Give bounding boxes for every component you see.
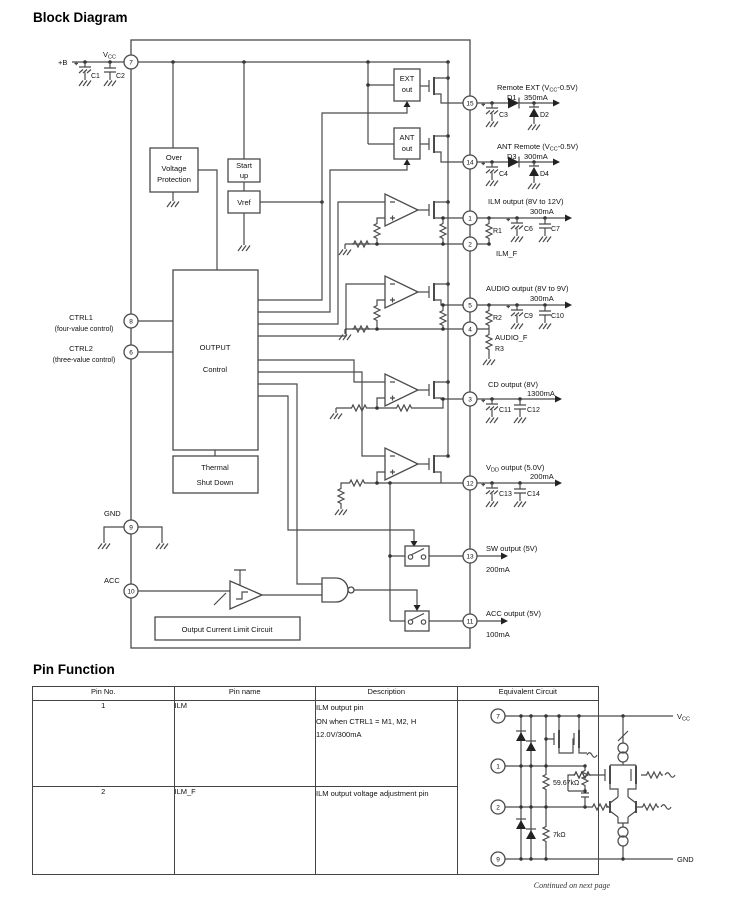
- vref-label: Vref: [237, 198, 251, 207]
- remote-ext-title: Remote EXT (VCC-0.5V): [497, 83, 578, 94]
- ant-remote-title: ANT Remote (VCC-0.5V): [497, 142, 579, 153]
- output-control-line2: Control: [202, 365, 228, 374]
- output-sw: [463, 544, 538, 574]
- description-line: ILM output voltage adjustment pin: [316, 789, 429, 799]
- svg-text:1: 1: [468, 215, 472, 223]
- current-source-icon: [618, 827, 628, 846]
- d2-label: D2: [540, 112, 549, 119]
- block-output-current-limit: [155, 617, 300, 640]
- description-cell: [316, 787, 458, 875]
- svg-text:7: 7: [129, 59, 133, 67]
- ground-icon: [486, 177, 498, 186]
- r1-label: R1: [493, 228, 502, 235]
- arrow-right-icon: [553, 100, 560, 107]
- pin-no-cell: 1: [33, 701, 175, 787]
- block-start-up: [228, 159, 260, 182]
- block-output-control: [173, 270, 258, 450]
- output-vdd: [463, 463, 562, 507]
- c3-label: C3: [499, 112, 508, 119]
- description-cell: [316, 701, 458, 787]
- thermal-line2: Shut Down: [196, 478, 234, 487]
- ground-icon: [486, 414, 498, 423]
- ground-icon: [486, 498, 498, 507]
- svg-text:7: 7: [495, 713, 500, 721]
- svg-text:13: 13: [466, 553, 474, 561]
- ground-icon: [486, 118, 498, 127]
- svg-text:5: 5: [468, 302, 472, 310]
- svg-text:1: 1: [495, 763, 500, 771]
- ant-out-line2: out: [401, 144, 413, 153]
- cap-c12-icon: [514, 399, 526, 414]
- eq-gnd-label: GND: [676, 855, 694, 864]
- d3-label: D3: [507, 152, 517, 161]
- cap-c13-icon: [482, 483, 499, 498]
- table-header-row: [33, 687, 599, 701]
- diode-d4-icon: [529, 162, 539, 180]
- arrow-right-icon: [555, 396, 562, 403]
- equivalent-circuit: [458, 701, 733, 874]
- c2-label: C2: [116, 73, 125, 80]
- output-acc: [463, 609, 542, 639]
- d1-label: D1: [507, 93, 517, 102]
- table-row: [33, 701, 599, 787]
- output-ilm: [463, 197, 572, 258]
- ovp-line3: Protection: [157, 175, 191, 184]
- vcc-label: VCC: [103, 50, 116, 61]
- diode-d2-icon: [529, 103, 539, 121]
- cap-c4-icon: [482, 162, 499, 177]
- eq-pin-1: [491, 759, 505, 773]
- cap-c3-icon: [482, 103, 499, 118]
- ilm-f-label: ILM_F: [496, 249, 518, 258]
- cap-c6-icon: [507, 218, 524, 233]
- eq-pin-7: [491, 709, 505, 723]
- res-7k-icon: [543, 825, 549, 843]
- c1-label: C1: [91, 73, 100, 80]
- eq-pin-2: [491, 800, 505, 814]
- cap-c10-icon: [539, 305, 551, 320]
- eq-esd-diodes: [516, 731, 536, 839]
- res-r3-icon: [486, 333, 492, 351]
- description-line: ON when CTRL1 = M1, M2, H: [316, 716, 417, 726]
- block-thermal-shutdown: [173, 450, 258, 493]
- header-equivalent-circuit: Equivalent Circuit: [457, 687, 599, 701]
- output-audio: [463, 284, 572, 365]
- acc-output-title: ACC output (5V): [486, 609, 542, 618]
- ant-out-line1: ANT: [399, 133, 415, 142]
- pin-name-cell: ILM_F: [174, 787, 316, 875]
- svg-text:2: 2: [468, 241, 472, 249]
- eq-divider: [581, 764, 589, 808]
- c13-label: C13: [499, 491, 512, 498]
- c4-label: C4: [499, 171, 508, 178]
- r2-label: R2: [493, 315, 502, 322]
- plus-b-label: +B: [58, 58, 68, 67]
- arrow-right-icon: [501, 618, 508, 625]
- c6-label: C6: [524, 226, 533, 233]
- svg-text:10: 10: [127, 588, 135, 596]
- ground-icon: [104, 77, 116, 86]
- c12-label: C12: [527, 407, 540, 414]
- output-remote-ext: [463, 83, 578, 130]
- d4-label: D4: [540, 171, 549, 178]
- sw-output-current: 200mA: [486, 565, 510, 574]
- cap-c14-icon: [514, 483, 526, 498]
- vdd-output-title: VDD output (5.0V): [486, 463, 545, 474]
- res-59k-label: 59.67kΩ: [552, 780, 579, 787]
- oclc-label: Output Current Limit Circuit: [181, 625, 273, 634]
- diode-icon: [526, 741, 536, 751]
- res-59k-icon: [543, 773, 549, 791]
- eq-pin-9: [491, 852, 505, 866]
- pin-function-title: Pin Function: [33, 662, 115, 677]
- ground-icon: [483, 356, 495, 365]
- pin-name-cell: ILM: [174, 701, 316, 787]
- cap-c11-icon: [482, 399, 499, 414]
- c14-label: C14: [527, 491, 540, 498]
- arrow-right-icon: [565, 215, 572, 222]
- ext-out-line1: EXT: [399, 74, 415, 83]
- arrow-right-icon: [501, 553, 508, 560]
- header-pin-no: Pin No.: [33, 687, 175, 701]
- svg-text:2: 2: [495, 804, 500, 812]
- cd-output-title: CD output (8V): [488, 380, 539, 389]
- cap-c7-icon: [539, 218, 551, 233]
- ctrl1-sublabel: (four-value control): [54, 326, 114, 333]
- arrow-right-icon: [555, 480, 562, 487]
- remote-ext-current: 350mA: [524, 93, 548, 102]
- sw-output-title: SW output (5V): [486, 544, 538, 553]
- ground-icon: [528, 121, 540, 130]
- c9-label: C9: [524, 313, 533, 320]
- svg-text:12: 12: [466, 480, 474, 488]
- current-source-icon: [618, 743, 628, 762]
- header-pin-name: Pin name: [174, 687, 316, 701]
- ctrl1-label: CTRL1: [69, 313, 93, 322]
- pin-no-cell: 2: [33, 787, 175, 875]
- arrow-right-icon: [553, 159, 560, 166]
- acc-output-current: 100mA: [486, 630, 510, 639]
- eq-vcc-label: $V_{CC}$: [676, 712, 690, 723]
- cd-output-current: 1300mA: [527, 389, 555, 398]
- ant-remote-current: 300mA: [524, 152, 548, 161]
- svg-text:6: 6: [129, 349, 133, 357]
- equivalent-circuit-cell: [457, 701, 694, 875]
- continuation-squiggle-icon: [587, 753, 597, 758]
- diode-icon: [526, 829, 536, 839]
- cap-c2-icon: [104, 62, 116, 77]
- svg-text:15: 15: [466, 100, 474, 108]
- ovp-line1: Over: [165, 153, 183, 162]
- ground-icon: [98, 540, 110, 549]
- ilm-output-title: ILM output (8V to 12V): [488, 197, 564, 206]
- output-cd: [463, 380, 562, 423]
- ground-icon: [539, 320, 551, 329]
- thermal-line1: Thermal: [201, 463, 229, 472]
- continued-note: Continued on next page: [533, 881, 610, 890]
- output-control-line1: OUTPUT: [199, 343, 231, 352]
- pin-function-table: [32, 686, 694, 875]
- eq-mirror-fets: [544, 714, 597, 757]
- c10-label: C10: [551, 313, 564, 320]
- ground-icon: [539, 233, 551, 242]
- r3-label: R3: [495, 346, 504, 353]
- audio-output-title: AUDIO output (8V to 9V): [486, 284, 569, 293]
- audio-output-current: 300mA: [530, 294, 554, 303]
- audio-f-label: AUDIO_F: [495, 333, 528, 342]
- diode-icon: [516, 819, 526, 829]
- cap-c1-icon: [75, 62, 92, 77]
- ground-icon: [79, 77, 91, 86]
- ilm-output-current: 300mA: [530, 207, 554, 216]
- startup-line1: Start: [236, 161, 252, 170]
- res-r2-icon: [486, 309, 492, 327]
- svg-text:4: 4: [468, 326, 472, 334]
- startup-line2: up: [239, 171, 249, 180]
- svg-text:9: 9: [495, 856, 500, 864]
- description-line: ILM output pin: [316, 703, 364, 712]
- cap-c9-icon: [507, 305, 524, 320]
- acc-label: ACC: [104, 576, 120, 585]
- ground-icon: [514, 414, 526, 423]
- svg-text:14: 14: [466, 159, 474, 167]
- ground-icon: [511, 233, 523, 242]
- svg-text:3: 3: [468, 396, 472, 404]
- pin-7: [124, 55, 138, 69]
- eq-bjt-stage: [591, 797, 671, 861]
- c7-label: C7: [551, 226, 560, 233]
- svg-text:9: 9: [129, 524, 133, 532]
- ctrl2-sublabel: (three-value control): [52, 357, 116, 364]
- ext-out-line2: out: [401, 85, 413, 94]
- svg-text:8: 8: [129, 318, 133, 326]
- gnd-label: GND: [104, 509, 121, 518]
- output-ant-remote: [463, 142, 579, 189]
- ctrl2-label: CTRL2: [69, 344, 93, 353]
- description-line: 12.0V/300mA: [316, 730, 362, 739]
- c11-label: C11: [499, 407, 512, 414]
- continuation-squiggle-icon: [665, 773, 675, 778]
- ground-icon: [511, 320, 523, 329]
- block-diagram-title: Block Diagram: [33, 10, 128, 25]
- vdd-output-current: 200mA: [530, 472, 554, 481]
- continuation-squiggle-icon: [661, 805, 671, 810]
- eq-resistors: [543, 773, 579, 843]
- res-r1-icon: [486, 222, 492, 240]
- res-7k-label: 7kΩ: [552, 832, 566, 839]
- ovp-line2: Voltage: [161, 164, 187, 173]
- ground-icon: [514, 498, 526, 507]
- ground-icon: [528, 180, 540, 189]
- arrow-right-icon: [565, 302, 572, 309]
- header-description: Description: [316, 687, 458, 701]
- svg-text:11: 11: [466, 618, 474, 626]
- diode-icon: [516, 731, 526, 741]
